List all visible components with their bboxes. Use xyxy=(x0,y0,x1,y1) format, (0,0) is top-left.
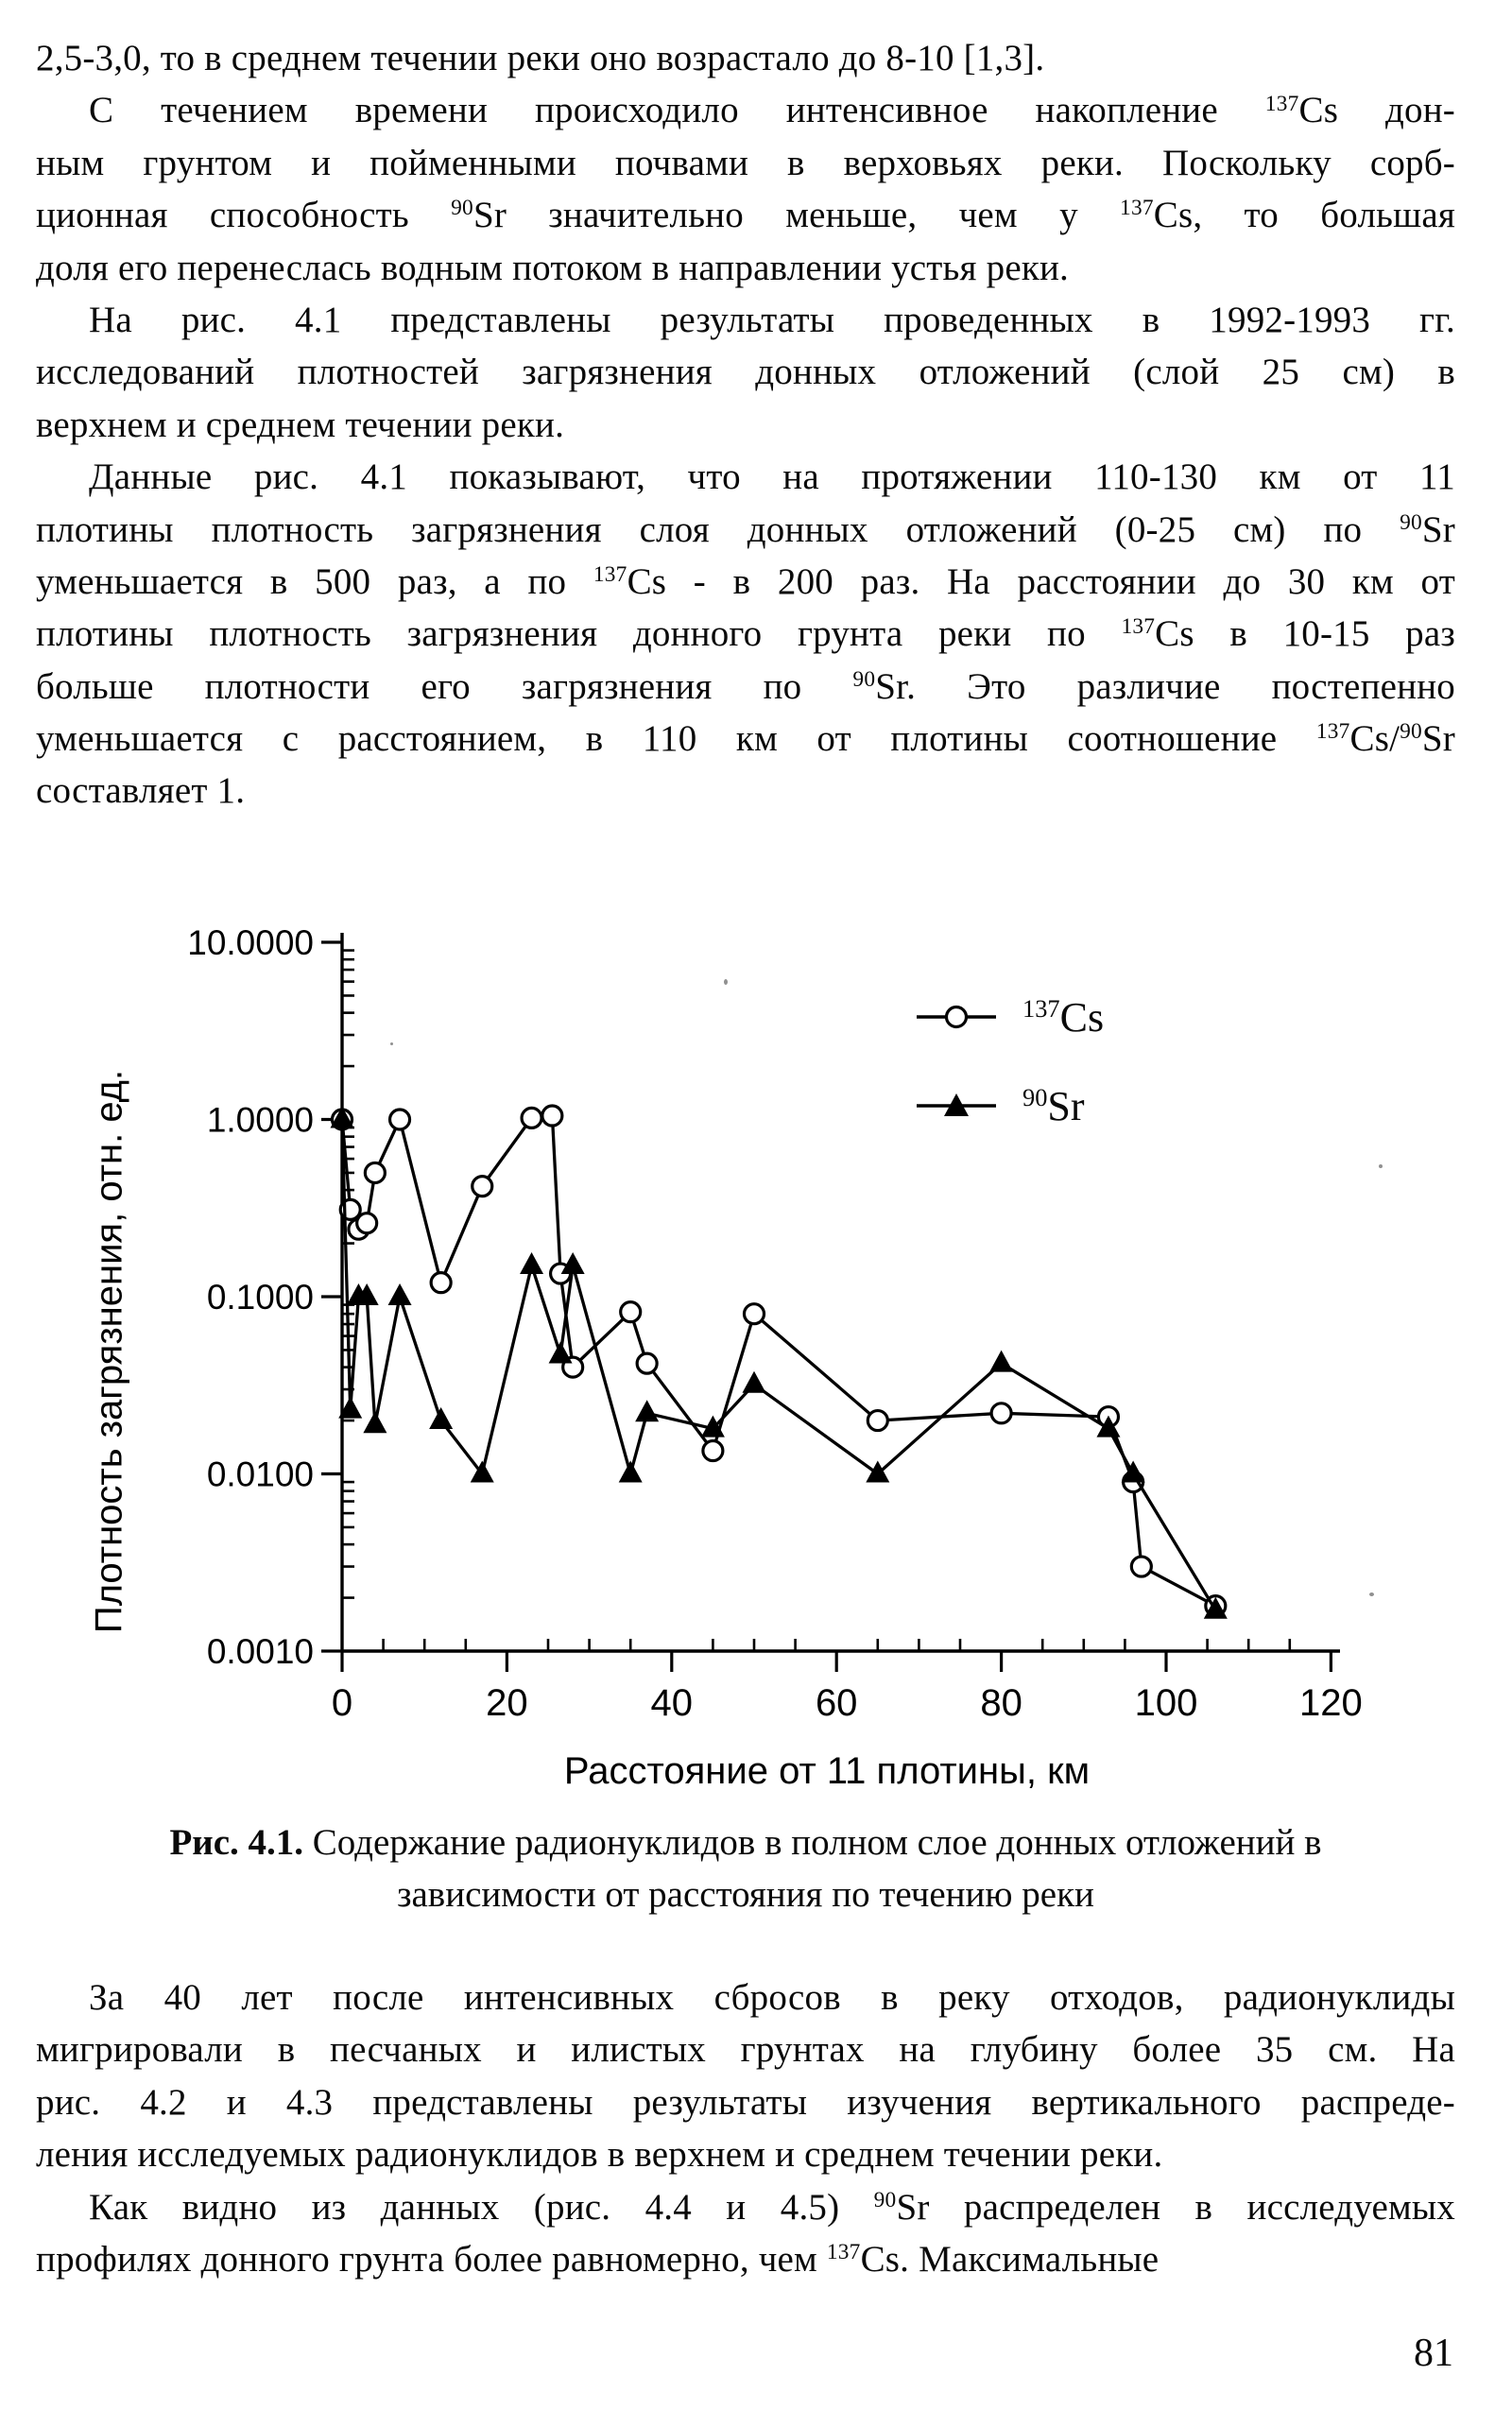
text-line: исследований плотностей загрязнения донных отложений (слой 25 см) в xyxy=(36,352,1455,393)
paragraph xyxy=(36,32,1455,84)
series-137cs-marker xyxy=(1131,1557,1151,1576)
body-text-top xyxy=(36,32,1455,818)
text-line: верхнем и среднем течении реки. xyxy=(36,404,565,445)
text-line: больше плотности его загрязнения по $^{90}$Sr. Это различие постепенно xyxy=(36,665,1455,707)
y-tick-label: 1.0000 xyxy=(206,1100,314,1140)
legend-circle-marker xyxy=(915,1003,998,1031)
scan-speck xyxy=(1369,1592,1374,1596)
legend-label-sr90: $^{90}$Sr xyxy=(1022,1082,1085,1129)
text-line: составляет 1. xyxy=(36,770,246,812)
series-90sr-marker xyxy=(866,1461,889,1483)
x-tick-label: 100 xyxy=(1134,1682,1198,1724)
body-text-bottom xyxy=(36,1971,1455,2285)
y-tick-label: 0.1000 xyxy=(206,1278,314,1317)
x-tick-label: 0 xyxy=(331,1682,353,1724)
series-137cs-marker xyxy=(542,1106,562,1126)
series-137cs-marker xyxy=(357,1214,377,1233)
legend-triangle-marker xyxy=(915,1092,998,1120)
paragraph xyxy=(36,2181,1455,2286)
text-line: На рис. 4.1 представлены результаты проведенных в 1992-1993 гг. xyxy=(89,299,1455,340)
series-90sr-marker xyxy=(520,1252,543,1274)
text-line: ным грунтом и пойменными почвами в верховьях реки. Поскольку сорб- xyxy=(36,142,1455,183)
scan-speck xyxy=(390,1042,393,1045)
x-tick-label: 60 xyxy=(815,1682,858,1724)
figure-caption xyxy=(36,1816,1455,1920)
series-137cs-marker xyxy=(365,1162,385,1182)
series-137cs-marker xyxy=(472,1177,492,1196)
series-137cs-marker xyxy=(703,1441,723,1461)
y-tick-label: 0.0010 xyxy=(206,1632,314,1671)
series-137cs-marker xyxy=(868,1411,887,1431)
y-tick-label: 10.0000 xyxy=(187,923,314,962)
series-137cs-marker xyxy=(431,1273,451,1293)
paragraph xyxy=(36,451,1455,818)
text-line: Как видно из данных (рис. 4.4 и 4.5) $^{90}$Sr распределен в исследуемых xyxy=(89,2186,1456,2228)
series-137cs-marker xyxy=(991,1403,1011,1423)
x-tick-label: 40 xyxy=(650,1682,694,1724)
figure-4-1-chart xyxy=(57,888,1436,1796)
text-line: уменьшается в 500 раз, а по $^{137}$Cs - в 200 раз. На расстоянии до 30 км от xyxy=(36,560,1455,602)
paragraph xyxy=(36,1971,1455,2181)
x-tick-label: 80 xyxy=(980,1682,1022,1724)
page-number: 81 xyxy=(1414,2332,1453,2375)
scan-speck xyxy=(724,979,728,985)
x-tick-label: 120 xyxy=(1299,1682,1363,1724)
legend-entry-cs137 xyxy=(915,990,1104,1043)
caption-line: зависимости от расстояния по течению реки xyxy=(397,1874,1094,1915)
text-line: плотины плотность загрязнения слоя донных отложений (0-25 см) по $^{90}$Sr xyxy=(36,508,1455,550)
x-axis-title: Расстояние от 11 плотины, км xyxy=(563,1750,1091,1792)
series-137cs-marker xyxy=(637,1353,657,1373)
text-line: ления исследуемых радионуклидов в верхнем и среднем течении реки. xyxy=(36,2134,1163,2176)
text-line: Данные рис. 4.1 показывают, что на протяжении 110-130 км от 11 xyxy=(89,456,1455,498)
text-line: ционная способность $^{90}$Sr значительно меньше, чем у $^{137}$Cs, то большая xyxy=(36,195,1455,236)
paragraph xyxy=(36,84,1455,294)
scan-speck xyxy=(1379,1164,1383,1168)
x-tick-label: 20 xyxy=(486,1682,528,1724)
y-axis-title: Плотность загрязнения, отн. ед. xyxy=(88,1069,130,1634)
series-90sr-marker xyxy=(635,1400,659,1421)
text-line: мигрировали в песчаных и илистых грунтах на глубину более 35 см. На xyxy=(36,2029,1455,2071)
series-137cs-marker xyxy=(390,1110,410,1129)
text-line: С течением времени происходило интенсивное накопление $^{137}$Cs дон- xyxy=(89,90,1455,131)
text-line: профилях донного грунта более равномерно, чем $^{137}$Cs. Максимальные xyxy=(36,2238,1160,2280)
series-137cs-marker xyxy=(621,1302,641,1322)
series-90sr-marker xyxy=(388,1283,412,1305)
series-137cs-marker xyxy=(522,1108,541,1128)
text-line: уменьшается с расстоянием, в 110 км от плотины соотношение $^{137}$Cs/$^{90}$Sr xyxy=(36,718,1455,760)
caption-line: Рис. 4.1. Содержание радионуклидов в полном слое донных отложений в xyxy=(169,1822,1322,1863)
series-137cs-marker xyxy=(745,1304,765,1324)
legend-label-cs137: $^{137}$Cs xyxy=(1022,993,1105,1041)
paragraph xyxy=(36,294,1455,451)
series-90sr-marker xyxy=(743,1371,766,1393)
chart-legend xyxy=(915,990,1104,1132)
text-line: За 40 лет после интенсивных сбросов в реку отходов, радионуклиды xyxy=(89,1977,1455,2018)
series-90sr-marker xyxy=(989,1351,1013,1372)
legend-entry-sr90 xyxy=(915,1079,1104,1132)
text-line: 2,5-3,0, то в среднем течении реки оно возрастало до 8-10 [1,3]. xyxy=(36,38,1045,78)
y-tick-label: 0.0100 xyxy=(206,1455,314,1494)
text-line: доля его перенеслась водным потоком в направлении устья реки. xyxy=(36,247,1070,288)
text-line: рис. 4.2 и 4.3 представлены результаты изучения вертикального распреде- xyxy=(36,2081,1455,2123)
series-90sr-marker xyxy=(429,1407,453,1429)
text-line: плотины плотность загрязнения донного грунта реки по $^{137}$Cs в 10-15 раз xyxy=(36,613,1456,655)
series-90sr-marker xyxy=(619,1461,643,1483)
series-90sr-marker xyxy=(363,1411,387,1433)
